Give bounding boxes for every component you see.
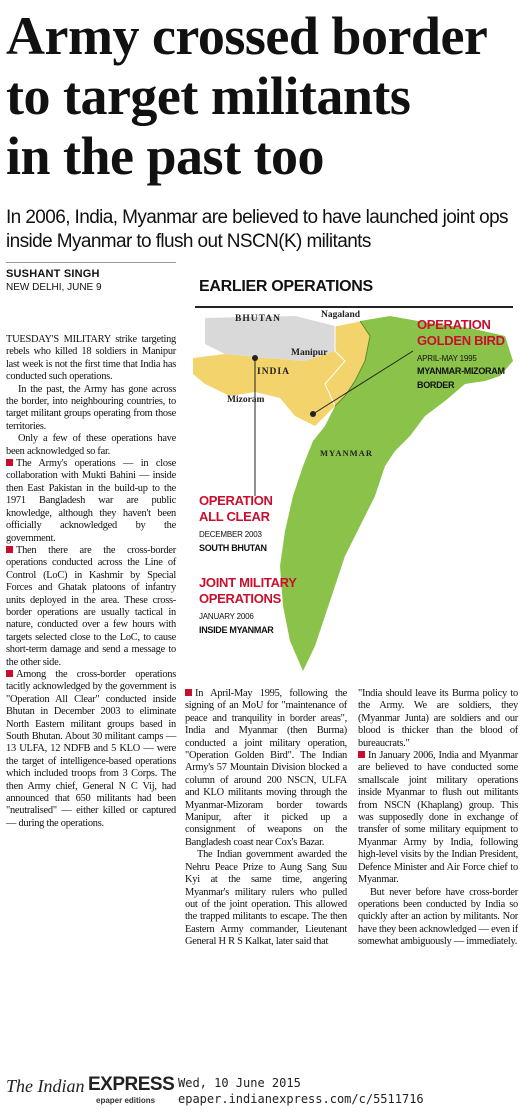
golden-bird-marker-icon (310, 411, 316, 417)
bullet-square-icon (6, 670, 13, 677)
right-paragraph-3: But never before have cross-border operations been conducted by India so quickly after an action by militants. Nor have they been acknowledged — even if somewhat ambiguously — immediately. (358, 886, 518, 948)
headline (6, 6, 518, 186)
byline-place: NEW DELHI, JUNE 9 (6, 282, 102, 293)
logo-express: EXPRESS (88, 1074, 175, 1095)
footer (0, 1072, 522, 1112)
left-paragraph-1: TUESDAY'S MILITARY strike targeting rebels who killed 18 soldiers in Manipur last week is not the first time that India has conducted such operations. (6, 334, 176, 383)
right-paragraph-2-text: In January 2006, India and Myanmar are believed to have conducted some smallscale joint military operations inside Myanmar to flush out militants from NSCN (Khaplang) group. This was supposedly done in exchange of transfer of some military equipment to Myanmar Army by India, following high-level visits by the Indian President, Defence Minister and Air Force chief to Myanmar. (358, 750, 518, 886)
byline-rule (6, 262, 176, 263)
bullet-square-icon (6, 546, 13, 553)
right-column (358, 688, 518, 949)
deck: In 2006, India, Myanmar are believed to have launched joint ops inside Myanmar to flush out NSCN(K) militants (6, 207, 508, 252)
label-manipur: Manipur (291, 348, 328, 358)
right-paragraph-1: "India should leave its Burma policy to the Army. We are soldiers, they (Myanmar Junta) are soldiers and our blood is thicker than the blood of bureaucrats." (358, 688, 518, 749)
logo-subtitle: epaper editions (96, 1096, 156, 1105)
bullet-square-icon (358, 751, 365, 758)
headline-line-1: Army crossed border (6, 6, 488, 66)
joint-ops-place: INSIDE MYANMAR (199, 625, 274, 635)
bullet-square-icon (185, 689, 192, 696)
golden-bird-date: APRIL-MAY 1995 (417, 354, 477, 363)
all-clear-place: SOUTH BHUTAN (199, 543, 267, 553)
label-myanmar: MYANMAR (320, 448, 373, 458)
right-paragraph-2 (358, 750, 518, 886)
middle-paragraph-1-text: In April-May 1995, following the signing of an MoU for "maintenance of peace and tranquility in border areas", India and Myanmar (then Burma) conducted a joint military operation, "Operation Golden Bird". The Indian Army's 57 Mountain Division blocked a column of around 200 NSCN, ULFA and KLO militants moving through the Myanmar-Mizoram border towards Manipur, after it picked up a consignment of weapons on the Bangladesh coast near Cox's Bazar. (185, 688, 347, 848)
left-paragraph-3: Only a few of these operations have been acknowledged so far. (6, 433, 176, 457)
golden-bird-title-2: GOLDEN BIRD (417, 333, 505, 348)
label-bhutan: BHUTAN (235, 314, 281, 324)
left-paragraph-2: In the past, the Army has gone across the border, into neighbouring countries, to target militant groups operating from those territories. (6, 383, 176, 432)
map-title-rule (195, 306, 513, 308)
earlier-operations-map (185, 266, 518, 678)
map-title: EARLIER OPERATIONS (199, 278, 373, 295)
bullet-square-icon (6, 459, 13, 466)
left-paragraph-4 (6, 458, 176, 545)
byline (6, 268, 176, 293)
india-region (193, 351, 345, 426)
joint-ops-date: JANUARY 2006 (199, 612, 254, 621)
left-paragraph-4-text: The Army's operations — in close collaboration with Mukti Bahini — inside then East Pakistan in the build-up to the 1971 Bangladesh war are public knowledge, although they haven't been officially acknowledged by the government. (6, 458, 176, 544)
byline-name: SUSHANT SINGH (6, 268, 100, 280)
left-paragraph-5 (6, 545, 176, 669)
joint-ops-title-1: JOINT MILITARY (199, 575, 297, 590)
label-india: INDIA (257, 367, 290, 377)
left-column (6, 334, 176, 830)
footer-url: epaper.indianexpress.com/c/5511716 (178, 1092, 424, 1106)
logo-the-indian: The Indian (6, 1076, 85, 1096)
label-nagaland: Nagaland (321, 310, 361, 320)
middle-paragraph-2: The Indian government awarded the Nehru Peace Prize to Aung Sang Suu Kyi at the same time, angering Myanmar's military rulers who pulled out of the joint operation. This allowed the trapped militants to escape. The then Eastern Army commander, Lieutenant General H R S Kalkat, later said that (185, 849, 347, 948)
all-clear-date: DECEMBER 2003 (199, 530, 262, 539)
golden-bird-title-1: OPERATION (417, 317, 491, 332)
golden-bird-place-2: BORDER (417, 380, 455, 390)
headline-line-2: to target militants (6, 66, 411, 126)
all-clear-title-1: OPERATION (199, 493, 273, 508)
middle-paragraph-1 (185, 688, 347, 849)
joint-ops-title-2: OPERATIONS (199, 591, 281, 606)
all-clear-title-2: ALL CLEAR (199, 509, 270, 524)
left-paragraph-5-text: Then there are the cross-border operations conducted across the Line of Control (LoC) in Kashmir by Special Forces and Ghatak platoons of infantry units deployed in the area. These cross-border operations are usually tactical in nature, conducted over a few hours with targets selected close to the LoC, to cause short-term damage and send a message to the other side. (6, 544, 176, 668)
left-paragraph-6 (6, 669, 176, 830)
golden-bird-place-1: MYANMAR-MIZORAM (417, 366, 505, 376)
footer-date: Wed, 10 June 2015 (178, 1076, 301, 1090)
left-paragraph-6-text: Among the cross-border operations tacitly acknowledged by the government is "Operation All Clear" conducted inside Bhutan in December 2003 to eliminate North Eastern militant groups based in South Bhutan. About 30 militant camps — 13 ULFA, 12 NDFB and 5 KLO — were the target of intelligence-based operations which included troops from 3 Corps. The then Army chief, General N C Vij, had announced that 650 militants had been "neutralised" — either killed or captured — during the operations. (6, 668, 176, 829)
label-mizoram: Mizoram (227, 395, 265, 405)
middle-column (185, 688, 347, 949)
all-clear-marker-icon (252, 355, 258, 361)
headline-line-3: in the past too (6, 126, 325, 186)
